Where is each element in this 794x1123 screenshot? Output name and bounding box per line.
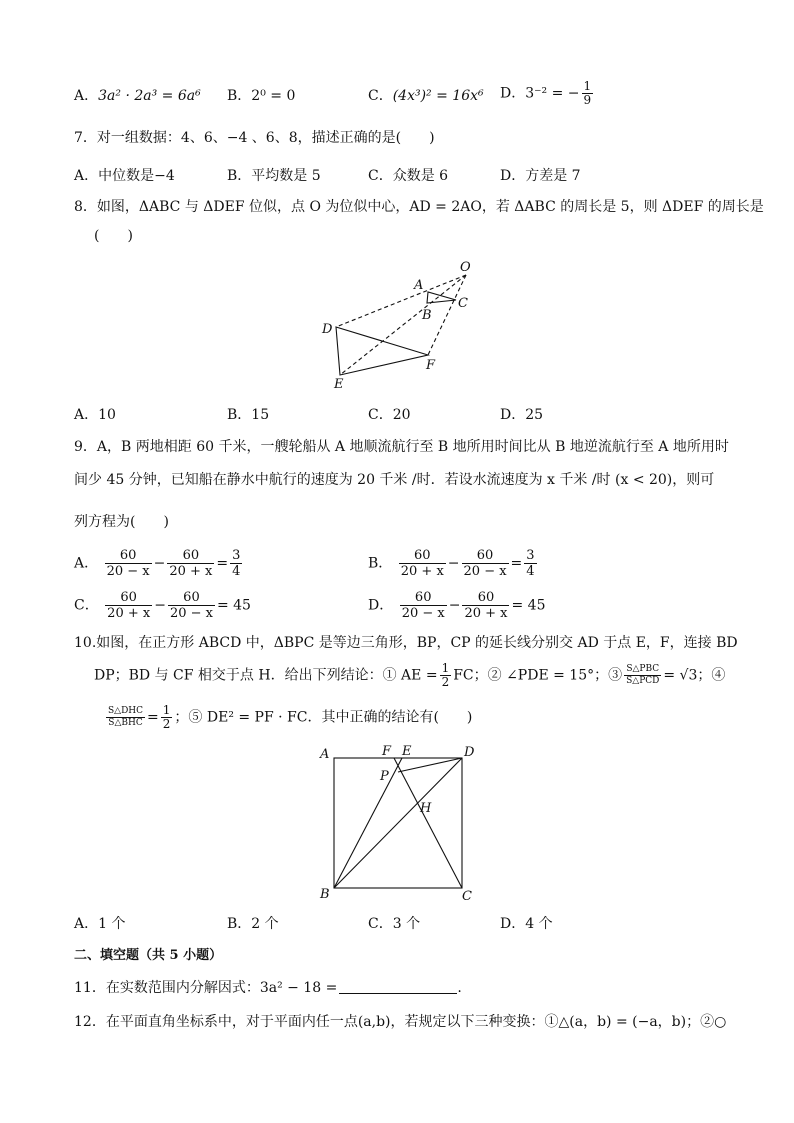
operator: − [447, 555, 460, 572]
label-e: E [402, 744, 412, 759]
fraction-numerator: 60 [400, 590, 447, 606]
option-label: A． [74, 555, 99, 572]
q7-stem: 7．对一组数据：4、6、−4 、6、8，描述正确的是( ) [74, 130, 435, 146]
option-text: 25 [525, 407, 544, 423]
text-segment: 11．在实数范围内分解因式：3a² − 18 = [74, 980, 338, 996]
q10-figure [314, 742, 484, 907]
fraction [168, 590, 215, 621]
fraction [582, 80, 594, 107]
fraction [624, 664, 661, 687]
option-label: D． [500, 168, 526, 184]
equals: = [147, 709, 159, 726]
option-label: D． [500, 407, 526, 423]
option-text: 方差是 7 [525, 168, 581, 184]
equals: = [216, 555, 229, 572]
q8-stem-continued: ( ) [94, 228, 133, 244]
option-label: A． [74, 916, 99, 932]
q8-figure [316, 255, 486, 395]
fraction-denominator: 4 [526, 564, 535, 579]
label-b: B [320, 887, 330, 902]
fraction [167, 548, 214, 579]
fraction-numerator: 60 [462, 548, 509, 564]
q11-stem [74, 978, 462, 998]
option-text: 2⁰ = 0 [251, 88, 296, 104]
fraction-denominator: 20 + x [400, 564, 444, 579]
q7-option-b [227, 166, 321, 186]
option-text: 中位数是−4 [98, 168, 175, 184]
q9-option-b [368, 548, 539, 579]
text-segment: FC；② ∠PDE = 15°；③ [453, 667, 623, 684]
fraction-numerator: 60 [167, 548, 214, 564]
operator: − [153, 555, 166, 572]
fraction-denominator: 2 [162, 717, 171, 731]
q9-option-d [368, 590, 545, 621]
fraction-numerator: 3 [526, 548, 535, 563]
fraction-numerator: 3 [232, 548, 241, 563]
q10-option-b [227, 914, 279, 934]
label-d: D [322, 322, 333, 337]
option-label: D． [500, 916, 526, 932]
option-label: B． [368, 555, 393, 572]
q10-stem-line1: 10.如图，在正方形 ABCD 中，ΔBPC 是等边三角形，BP，CP 的延长线分别交 AD 于点 E，F，连接 BD [74, 635, 738, 651]
line-bd [334, 758, 462, 888]
label-c: C [462, 889, 472, 904]
option-label: A． [74, 407, 99, 423]
option-label: A． [74, 88, 99, 104]
fraction-denominator: 20 + x [464, 606, 508, 621]
fraction [105, 548, 152, 579]
option-label: B． [227, 168, 252, 184]
label-a: A [320, 747, 330, 762]
q7-option-d [500, 166, 581, 186]
fraction [440, 662, 452, 689]
option-label: C． [368, 168, 393, 184]
q6-option-c [368, 86, 484, 106]
q10-option-a [74, 914, 125, 934]
fraction-denominator: 9 [583, 93, 592, 107]
q9-stem-line2: 间少 45 分钟，已知船在静水中航行的速度为 20 千米 /时．若设水流速度为 x 千米 /时 (x < 20)，则可 [74, 472, 715, 488]
fraction [400, 590, 447, 621]
fraction-numerator: S△PBC [624, 664, 661, 676]
option-label: C． [368, 916, 393, 932]
fraction-numerator: 1 [162, 703, 171, 717]
option-text: 4 个 [525, 916, 553, 932]
fraction-numerator: 60 [168, 590, 215, 606]
fraction-denominator: 4 [232, 564, 241, 579]
fraction-numerator: 60 [399, 548, 446, 564]
fraction-denominator: 20 − x [463, 564, 507, 579]
q8-stem: 8．如图，ΔABC 与 ΔDEF 位似，点 O 为位似中心，AD = 2AO，若 ΔABC 的周长是 5，则 ΔDEF 的周长是 [74, 199, 764, 215]
fraction [462, 590, 509, 621]
option-label: C． [74, 597, 99, 614]
label-h: H [420, 801, 432, 816]
fraction-numerator: 1 [441, 661, 450, 675]
label-d: D [464, 745, 475, 760]
q8-option-d [500, 405, 543, 425]
line-oe [340, 275, 466, 375]
q7-option-c [368, 166, 448, 186]
q7-option-a [74, 166, 175, 186]
fraction-denominator: 2 [441, 675, 450, 689]
label-o: O [460, 260, 471, 275]
option-text: 2 个 [251, 916, 279, 932]
q12-stem: 12．在平面直角坐标系中，对于平面内任一点(a,b)，若规定以下三种变换：①△(a，b) = (−a，b)；②○ [74, 1014, 727, 1030]
q9-option-c [74, 590, 251, 621]
option-text: 3 个 [392, 916, 421, 932]
fraction-numerator: 60 [105, 548, 152, 564]
option-label: D． [500, 85, 526, 102]
q6-option-d [500, 80, 595, 107]
fraction [524, 548, 536, 579]
fraction [105, 590, 152, 621]
label-c: C [458, 296, 468, 311]
option-label: B． [227, 407, 252, 423]
fraction-denominator: 20 + x [107, 606, 151, 621]
q10-option-d [500, 914, 553, 934]
q6-option-a [74, 86, 201, 106]
section-title: 二、填空题（共 5 小题） [74, 948, 223, 963]
fraction-denominator: 20 − x [401, 606, 445, 621]
answer-blank[interactable] [339, 979, 457, 994]
equals: = [510, 555, 523, 572]
fraction [161, 704, 173, 731]
fraction [230, 548, 242, 579]
option-text: 3⁻² = − [525, 85, 580, 102]
option-text: 15 [251, 407, 270, 423]
option-text: 1 个 [98, 916, 126, 932]
label-a: A [414, 278, 424, 293]
fraction-denominator: S△BHC [108, 718, 143, 728]
q9-stem-line1: 9．A，B 两地相距 60 千米，一艘轮船从 A 地顺流航行至 B 地所用时间比从 B 地逆流航行至 A 地所用时 [74, 439, 729, 455]
equals: = 45 [216, 597, 251, 614]
option-label: B． [227, 88, 252, 104]
q8-option-b [227, 405, 269, 425]
fraction [399, 548, 446, 579]
line-dp [398, 758, 462, 772]
q8-option-a [74, 405, 116, 425]
option-text: 平均数是 5 [251, 168, 321, 184]
option-label: A． [74, 168, 99, 184]
fraction-denominator: 20 − x [106, 564, 150, 579]
fraction-denominator: 20 − x [169, 606, 213, 621]
option-text: (4x³)² = 16x⁶ [392, 88, 484, 104]
label-p: P [380, 769, 389, 784]
q10-stem-line3 [104, 704, 472, 731]
fraction-numerator: 1 [583, 79, 592, 93]
q10-option-c [368, 914, 420, 934]
triangle-abc [427, 292, 456, 303]
fraction [106, 706, 145, 729]
q8-option-c [368, 405, 411, 425]
operator: − [154, 597, 166, 614]
text-segment: . [457, 980, 462, 996]
label-f: F [426, 358, 436, 373]
option-label: C． [368, 407, 393, 423]
line-be [334, 758, 402, 888]
option-text: 众数是 6 [392, 168, 449, 184]
operator: − [448, 597, 461, 614]
equals: = 45 [511, 597, 546, 614]
label-f: F [382, 744, 392, 759]
option-text: 3a² · 2a³ = 6a⁶ [98, 88, 201, 104]
option-text: 20 [392, 407, 411, 423]
text-segment: = √3；④ [663, 667, 726, 684]
option-label: B． [227, 916, 252, 932]
label-e: E [334, 377, 344, 392]
fraction-denominator: 20 + x [169, 564, 213, 579]
line-of [428, 275, 466, 355]
q6-option-b [227, 86, 295, 106]
option-text: 10 [98, 407, 116, 423]
q10-stem-line2 [94, 662, 725, 689]
q9-stem-line3: 列方程为( ) [74, 514, 169, 530]
option-label: D． [368, 597, 394, 614]
fraction-denominator: S△PCD [626, 676, 660, 686]
line-cf [394, 758, 462, 888]
q9-option-a [74, 548, 244, 579]
fraction [462, 548, 509, 579]
fraction-numerator: 60 [462, 590, 509, 606]
option-label: C． [368, 88, 393, 104]
label-b: B [422, 308, 432, 323]
text-segment: DP；BD 与 CF 相交于点 H．给出下列结论：① AE = [94, 667, 438, 684]
fraction-numerator: 60 [105, 590, 152, 606]
fraction-numerator: S△DHC [108, 706, 144, 716]
text-segment: ；⑤ DE² = PF · FC．其中正确的结论有( ) [174, 709, 473, 726]
